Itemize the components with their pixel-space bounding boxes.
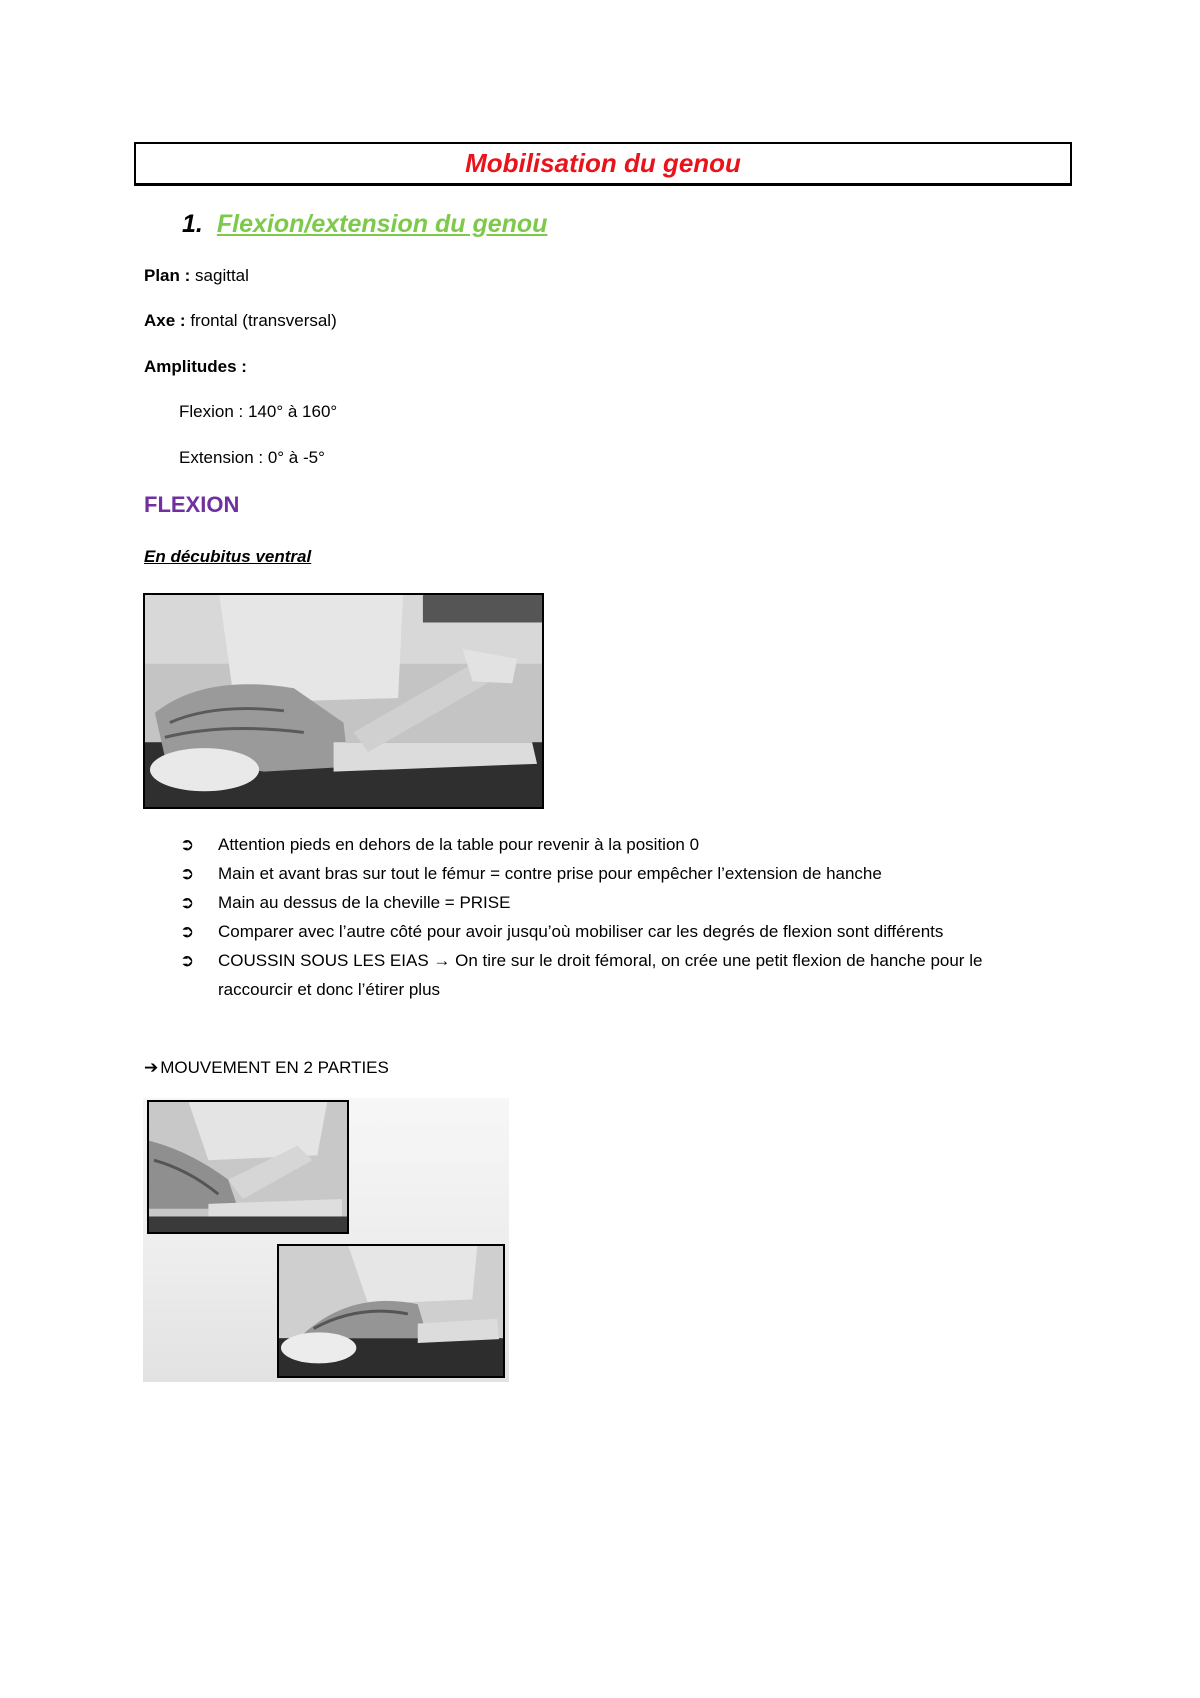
movement-photo-1 [147,1100,349,1234]
page-title: Mobilisation du genou [465,148,741,178]
instruction-list [180,830,1060,1004]
section-heading [182,210,547,239]
mouvement-text: MOUVEMENT EN 2 PARTIES [160,1058,389,1077]
list-item [180,859,1060,888]
axe-line [144,311,337,331]
list-item [180,946,1060,1004]
list-item [180,917,1060,946]
amplitudes-line [144,357,247,377]
plan-label: Plan : [144,266,191,285]
circled-arrow-icon: ➲ [180,922,195,941]
axe-label: Axe : [144,311,186,330]
plan-line [144,266,249,286]
extension-amplitude: Extension : 0° à -5° [179,448,325,467]
section-title: Flexion/extension du genou [216,210,548,238]
photo-illustration [149,1102,347,1232]
movement-photo-2 [277,1244,505,1378]
axe-value: frontal (transversal) [190,311,337,330]
list-item [180,830,1060,859]
prone-flexion-photo [143,593,544,809]
list-item-text: Main et avant bras sur tout le fémur = contre prise pour empêcher l’extension de hanche [218,864,882,883]
circled-arrow-icon: ➲ [180,951,195,970]
plan-value: sagittal [195,266,249,285]
flexion-heading: FLEXION [144,492,240,517]
flexion-amplitude: Flexion : 140° à 160° [179,402,338,421]
photo-illustration [279,1246,503,1376]
mouvement-line [144,1058,389,1078]
bold-right-arrow-icon: ➔ [144,1058,159,1077]
photo-illustration [145,595,542,807]
list-item-text: COUSSIN SOUS LES EIAS → On tire sur le droit fémoral, on crée une petit flexion de hanche pour le raccourcir et donc l’étirer plus [218,951,983,999]
circled-arrow-icon: ➲ [180,835,195,854]
list-item [180,888,1060,917]
list-item-text: Attention pieds en dehors de la table pour revenir à la position 0 [218,835,700,854]
list-item-text: Comparer avec l’autre côté pour avoir jusqu’où mobiliser car les degrés de flexion sont différents [218,922,944,941]
movement-collage [143,1098,509,1382]
position-subheading: En décubitus ventral [144,547,312,566]
title-box [134,142,1072,186]
list-item-text: Main au dessus de la cheville = PRISE [218,893,511,912]
amplitudes-label: Amplitudes : [144,357,247,376]
circled-arrow-icon: ➲ [180,864,195,883]
section-number: 1. [182,210,203,238]
circled-arrow-icon: ➲ [180,893,195,912]
